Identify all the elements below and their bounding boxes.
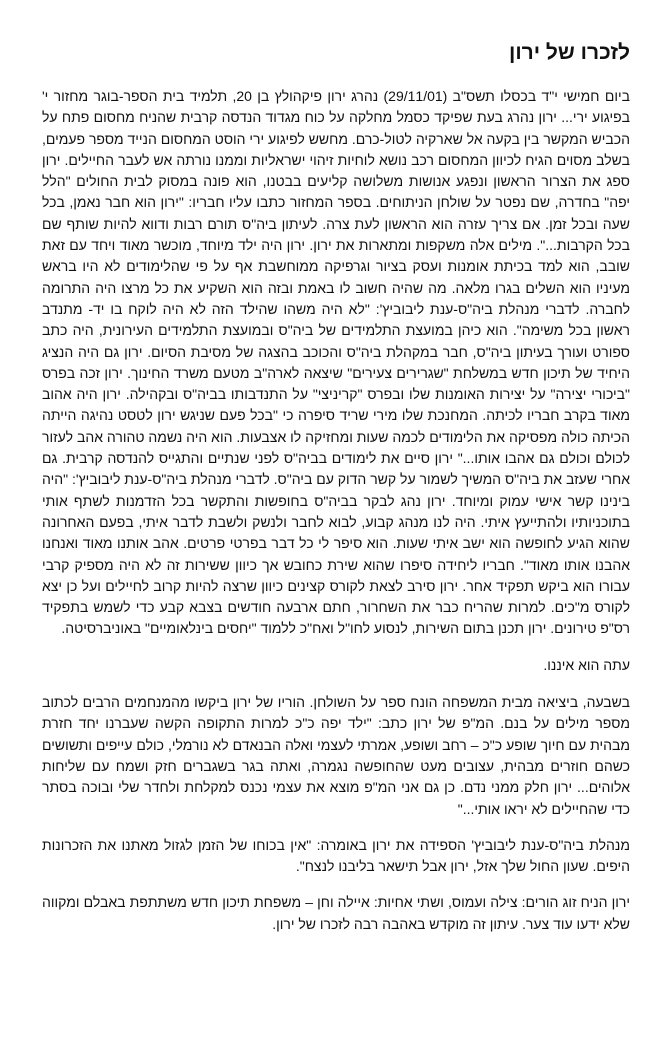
article-paragraph-biography: ביום חמישי י"ד בכסלו תשס"ב (29/11/01) נהרג ירון פיקהולץ בן 20, תלמיד בית הספר-בוגר מחזור י' בפיגוע ירי... ירון נהרג בעת שפיקד כסמל מחלקה על כוח מגדוד הנדסה קרבית שהניח מחסום פתח על הכביש המקשר בין בקעה אל שארקיה לטול-כרם. מחשש לפיגוע ירי הוסט המחסום הנייד מספר פעמים, בשלב מסוים הגיח לכיוון המחסום רכב נושא לוחיות זיהוי ישראליות וממנו נורתה אש לעבר החיילים. ירון ספג את הצרור הראשון ונפגע אנושות משלושה קליעים בבטנו, הוא פונה במסוק לבית החולים "הלל יפה" בחדרה, שם נפטר על שולחן הניתוחים. בספר המחזור כתבו עליו חבריו: "ירון הוא חבר נאמן, בכל שעה ובכל זמן. אם צריך עזרה הוא הראשון לעת צרה. לעיתון ביה"ס תורם רבות ודווא להיות שותף שם בכל הקרבות...". מילים אלה משקפות ומתארות את ירון. ירון היה ילד מיוחד, מוכשר מאוד ויחד עם זאת שובב, הוא למד בכיתת אומנות ועסק בציור וגרפיקה ממוחשבת אף על פי שהלימודים לא היו בראש מעיניו הוא השלים בגרו מלאה. מה שהיה חשוב לו באמת ובזה הוא השקיע את כל מרצו היה התרומה לחברה. לדברי מנהלת ביה"ס-ענת ליבוביץ': "לא היה משהו שהילד הזה לא היה לוקח בו יד- מתנדב ראשון בכל משימה". הוא כיהן במועצת התלמידים של ביה"ס ובמועצת התלמידים העירונית, היה כתב ספורט ועורך בעיתון ביה"ס, חבר במקהלת ביה"ס והכוכב בהצגה של מסיבת הסיום. ירון גם היה הנציג היחיד של תיכון חדש במשלחת "שגרירים צעירים" שיצאה לארה"ב מטעם משרד החינוך. ירון זכה בפרס "ביכורי יצירה" על יצירות האומנות שלו ובפרס "קריניצי" על התנדבותו בביה"ס ובקהילה. ירון היה אהוב מאוד בקרב חבריו לכיתה. המחנכת שלו מירי שריד סיפרה כי "בכל פעם שניגש ירון לטסט נהיגה הייתה הכיתה כולה מפסיקה את הלימודים לכמה שעות ומחזיקה לו אצבעות. הוא היה נשמה טהורה אהב לעזור לכולם וכולם גם אהבו אותו..." ירון סיים את לימודים בביה"ס לפני שנתיים והתגייס להנדסה קרבית. גם אחרי שעזב את ביה"ס המשיך לשמור על קשר הדוק עם ביה"ס. לדברי מנהלת ביה"ס-ענת ליבוביץ': "היה בינינו קשר אישי עמוק ומיוחד. ירון נהג לבקר בביה"ס בחופשות והתקשר בכל הזדמנות לשתף אותי בתוכניותיו ולהתייעץ איתי. היה לנו מנהג קבוע, לבוא לחבר ולנשק ולשבת לדבר איתי, בפעם האחרונה שהוא הגיע לחופשה הוא ישב איתי שעות. הוא סיפר לי כל דבר בפרטי פרטים. אהב אותנו מאוד ואנחנו אהבנו אותו מאוד". חבריו ליחידה סיפרו שהוא שירת כחובש אך כיוון ששירות זה לא היה מספיק קרבי עבורו הוא ביקש תפקיד אחר. ירון סירב לצאת לקורס קצינים כיוון שרצה להיות קרוב לחיילים ועל כן יצא לקורס מ"כים. למרות שהריח כבר את השחרור, חתם ארבעה חודשים בצבא קבע כדי לשמש בתפקיד רס"פ טירונים. ירון תכנן בתום השירות, לנסוע לחו"ל ואח"כ ללמוד "יחסים בינלאומיים" באוניברסיטה. <box>42 88 630 637</box>
article-title: לזכרו של ירון <box>508 41 630 64</box>
article-paragraph-eulogy: מנהלת ביה"ס-ענת ליבוביץ' הספידה את ירון באומרה: "אין בכוחו של הזמן לגזול מאתנו את הזכרונות היפים. שעון החול שלך אזל, ירון אבל תישאר בליבנו לנצח". <box>42 836 630 875</box>
memorial-article <box>42 40 630 950</box>
article-paragraph-absence: עתה הוא איננו. <box>543 656 630 673</box>
article-paragraph-family: ירון הניח זוג הורים: צילה ועמוס, ושתי אחיות: איילה וחן – משפחת תיכון חדש משתתפת באבלם ומקווה שלא ידעו עוד צער. עיתון זה מוקדש באהבה רבה לזכרו של ירון. <box>42 894 630 932</box>
article-paragraph-shiva: בשבעה, ביציאה מבית המשפחה הונח ספר על השולחן. הוריו של ירון ביקשו מהמנחמים הרבים לכתוב מספר מילים על בנם. המ"פ של ירון כתב: "ילד יפה כ"כ למרות התקופה הקשה שעברנו יחד חזרת מבהית עם חיוך שופע כ"כ – רחב ושופע, אמרתי לעצמי ואלה הבנאדם לא נורמלי, כולם עייפים ותשושים כשהם חוזרים מבהית, עצובים מעט שהחופשה נגמרה, ואתה בגר בשגברים חזק ושמח עם שליחות אלוהים... ירון חלק ממני נדם. כן גם אני המ"פ מוצא את עצמי נכנס למקלחת ולחדר שלי ובוכה בסתר כדי שהחיילים לא יראו אותי..." <box>42 694 630 817</box>
